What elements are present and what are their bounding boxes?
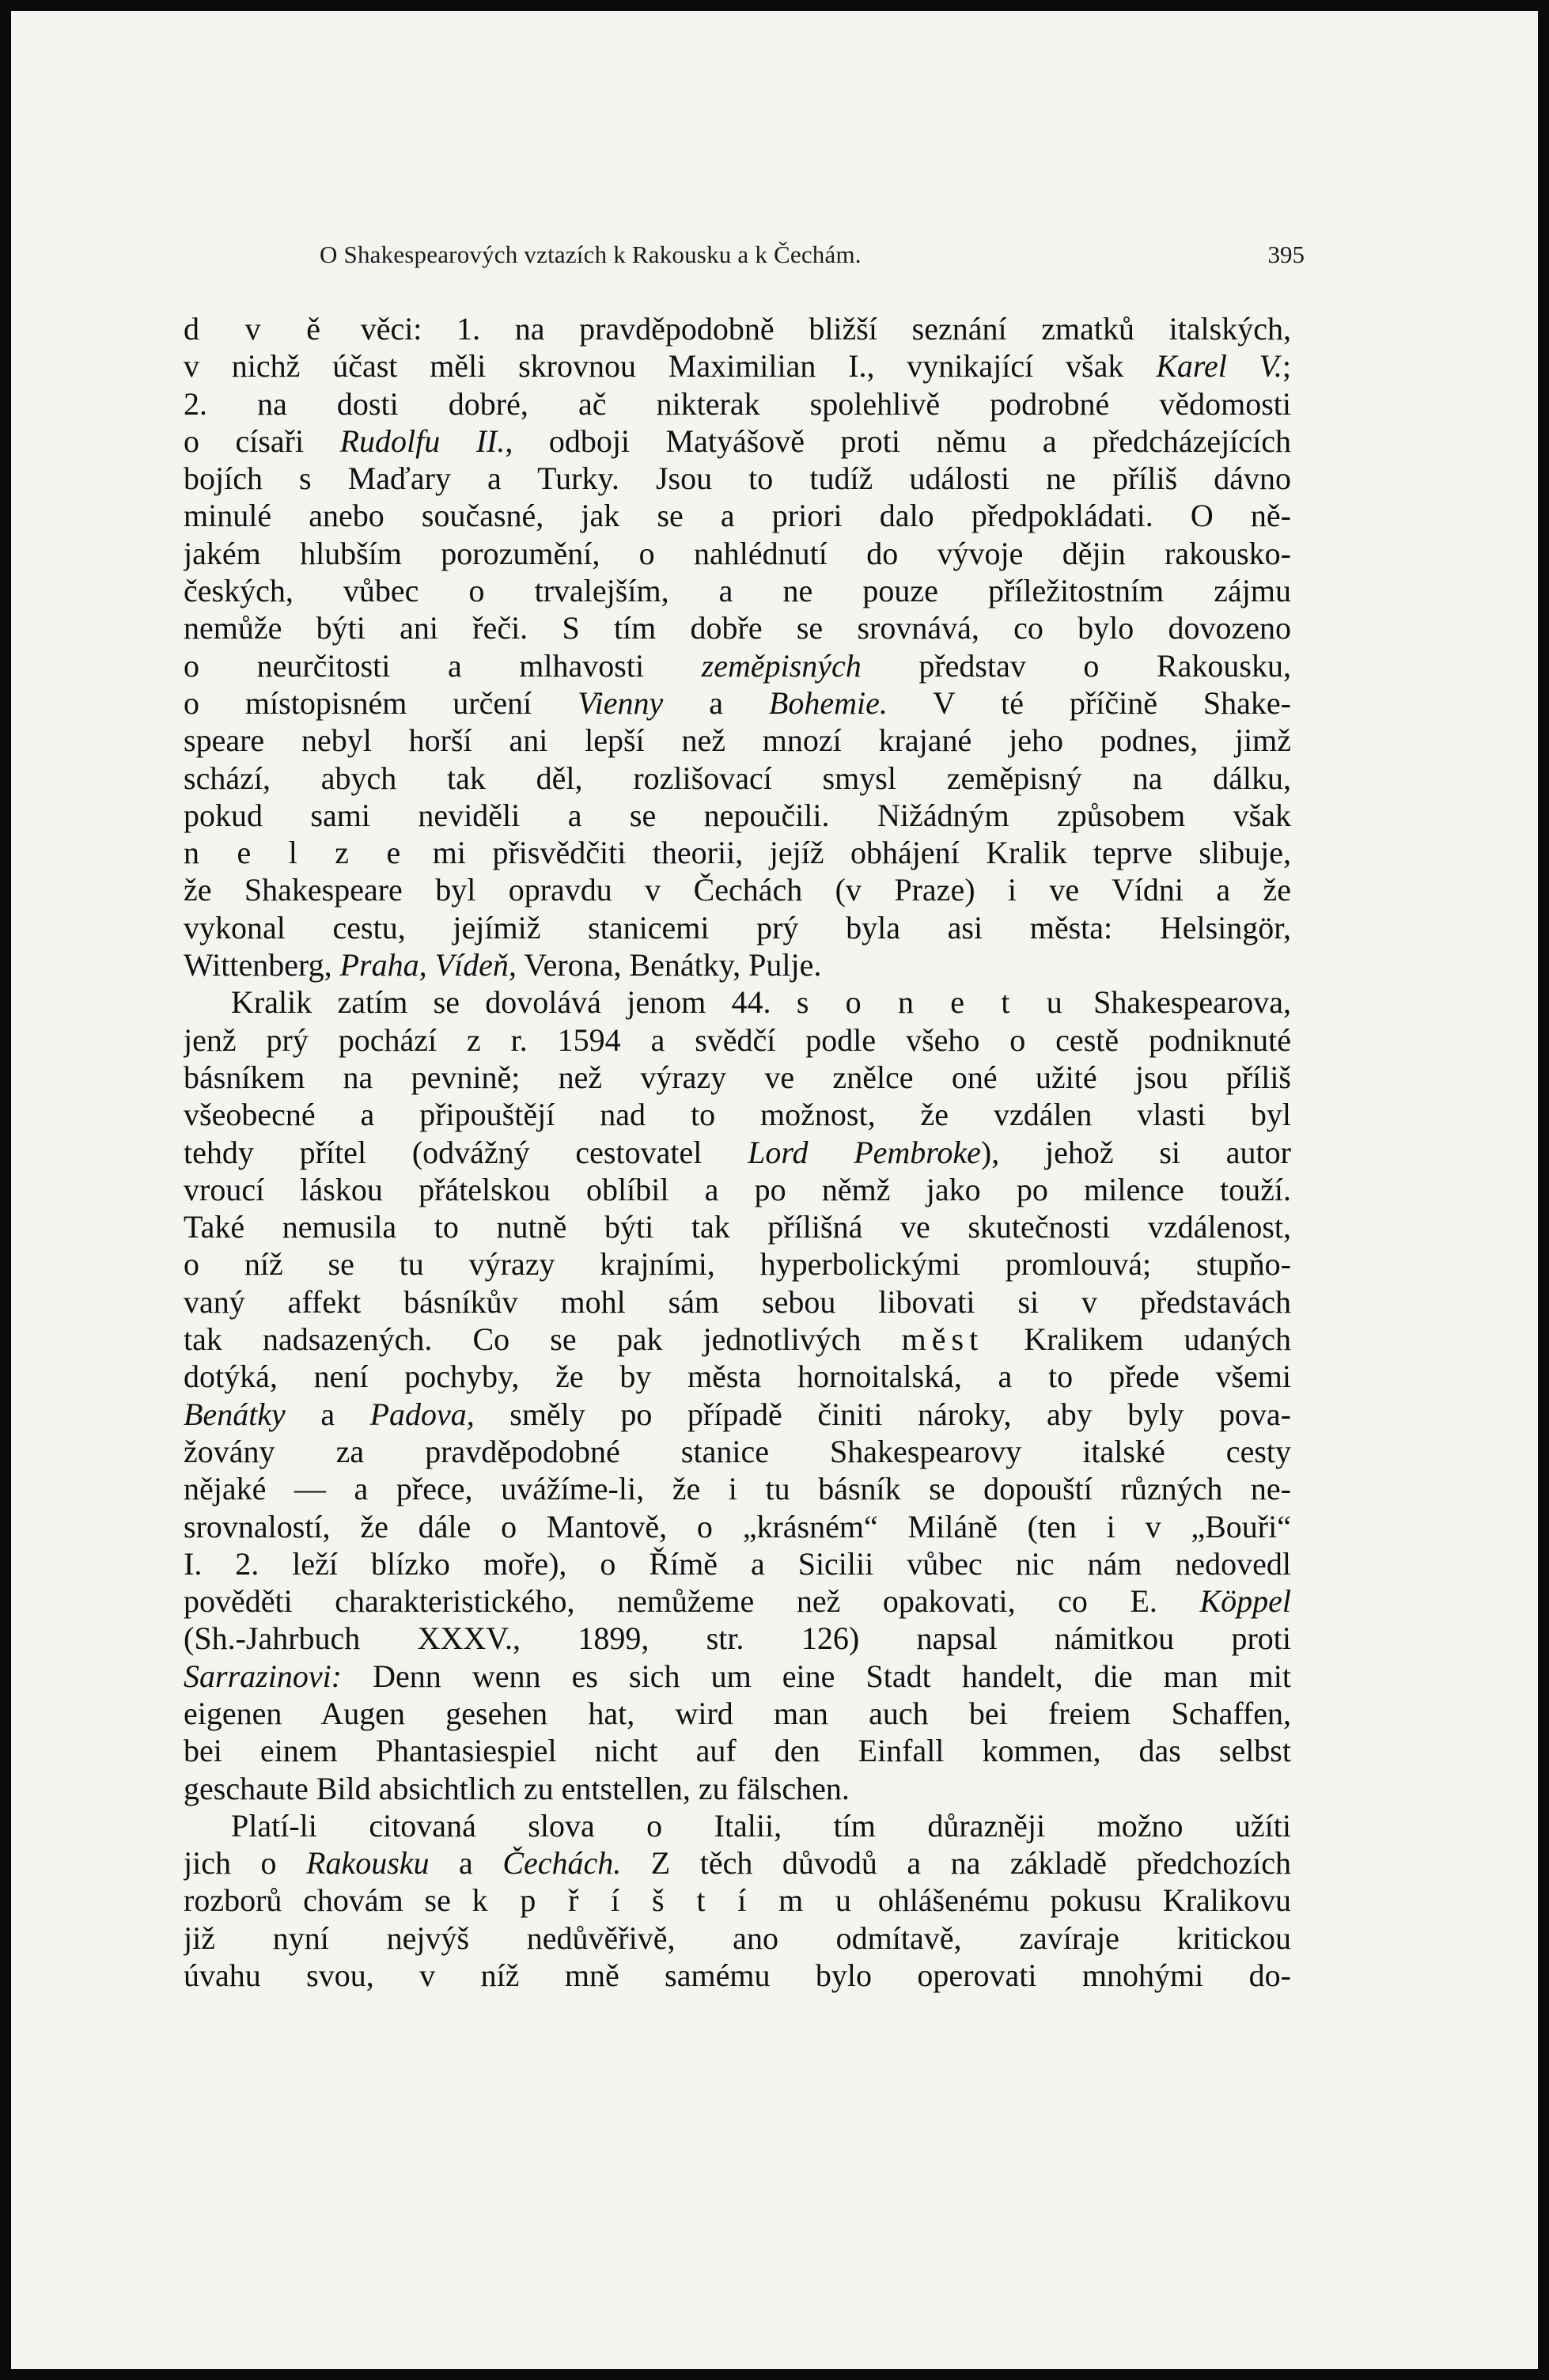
line-text: , odboji Matyášově proti němu a předcházejících: [505, 423, 1291, 459]
line-text: všeobecné a připouštějí nad to možnost, že vzdálen vlasti byl: [184, 1097, 1291, 1133]
line-text: Kralik zatím se dovolává jenom 44.: [231, 984, 797, 1021]
text-line: [184, 1059, 1291, 1096]
line-text: představ o Rakousku,: [861, 647, 1291, 684]
line-text: a: [285, 1396, 370, 1432]
text-line: [184, 1582, 1291, 1620]
line-text: českých, vůbec o trvalejším, a ne pouze příležitostním zájmu: [184, 573, 1291, 609]
line-text: věci: 1. na pravděpodobně bližší seznání zmatků italských,: [326, 311, 1291, 347]
text-line: [184, 1732, 1291, 1769]
text-line: [184, 1283, 1291, 1321]
line-text: a: [429, 1845, 503, 1882]
text-line: [184, 946, 1291, 983]
line-text: geschaute Bild absichtlich zu entstellen, zu fälschen.: [184, 1770, 850, 1806]
spaced-text: k p ř í š t í m u: [472, 1882, 857, 1919]
text-line: [184, 1021, 1291, 1059]
line-text: bojích s Maďary a Turky. Jsou to tudíž události ne příliš dávno: [184, 460, 1291, 497]
line-text: ), jehož si autor: [980, 1134, 1291, 1170]
line-text: mi přisvědčiti theorii, jejíž obhájení Kralik teprve slibuje,: [406, 835, 1291, 871]
line-text: srovnalostí, že dále o Mantově, o „krásném“ Miláně (ten i v „Bouři“: [184, 1508, 1291, 1544]
italic-text: Praha, Vídeň,: [339, 947, 517, 983]
line-text: schází, abych tak děl, rozlišovací smysl zeměpisný na dálku,: [184, 760, 1291, 796]
line-text: nějaké — a přece, uvážíme-li, že i tu básník se dopouští různých ne-: [184, 1471, 1291, 1507]
text-line: [184, 1807, 1291, 1844]
text-line: [184, 834, 1291, 871]
text-line: [184, 535, 1291, 572]
line-text: nemůže býti ani řeči. S tím dobře se srovnává, co bylo dovozeno: [184, 610, 1291, 646]
text-line: [184, 1620, 1291, 1657]
text-line: [184, 909, 1291, 946]
line-text: že Shakespeare byl opravdu v Čechách (v Praze) i ve Vídni a že: [184, 872, 1291, 908]
line-text: tehdy přítel (odvážný cestovatel: [184, 1134, 748, 1170]
text-line: [184, 1545, 1291, 1582]
spaced-text: d v ě: [184, 311, 327, 347]
text-line: [184, 1396, 1291, 1433]
line-text: o císaři: [184, 423, 340, 459]
text-line: [184, 1920, 1291, 1957]
line-text: minulé anebo současné, jak se a priori dalo předpokládati. O ně-: [184, 498, 1291, 534]
italic-text: Vienny: [578, 684, 664, 721]
line-text: Kralikem udaných: [983, 1321, 1291, 1358]
italic-text: Čechách.: [502, 1845, 622, 1882]
line-text: bei einem Phantasiespiel nicht auf den Einfall kommen, das selbst: [184, 1733, 1291, 1769]
line-text: o místopisném určení: [184, 684, 578, 721]
italic-text: zeměpisných: [701, 647, 862, 684]
page-number: 395: [1267, 241, 1305, 268]
text-line: [184, 1844, 1291, 1882]
text-line: [184, 1433, 1291, 1470]
text-line: [184, 1770, 1291, 1807]
italic-text: Padova,: [369, 1396, 475, 1432]
line-text: eigenen Augen gesehen hat, wird man auch bei freiem Schaffen,: [184, 1695, 1291, 1731]
book-page: [11, 6, 1538, 2369]
italic-text: Karel V.: [1156, 348, 1282, 385]
line-text: pověděti charakteristického, nemůžeme než opakovati, co E.: [184, 1583, 1200, 1620]
line-text: vroucí láskou přátelskou oblíbil a po němž jako po milence touží.: [184, 1171, 1291, 1207]
line-text: o neurčitosti a mlhavosti: [184, 647, 702, 684]
line-text: Verona, Benátky, Pulje.: [516, 947, 822, 983]
text-line: [184, 347, 1291, 385]
line-text: V té příčině Shake-: [887, 684, 1291, 721]
italic-text: Rudolfu II.: [339, 423, 506, 459]
line-text: rozborů chovám se: [184, 1882, 472, 1919]
italic-text: Benátky: [184, 1396, 286, 1432]
italic-text: Köppel: [1199, 1583, 1291, 1620]
text-line: [184, 647, 1291, 684]
line-text: (Sh.-Jahrbuch XXXV., 1899, str. 126) napsal námitkou proti: [184, 1620, 1291, 1657]
text-line: [184, 423, 1291, 460]
line-text: básníkem na pevnině; než výrazy ve znělce oné užité jsou příliš: [184, 1059, 1291, 1095]
line-text: I. 2. leží blízko moře), o Římě a Sicilii vůbec nic nám nedovedl: [184, 1545, 1291, 1582]
text-line: [184, 1171, 1291, 1208]
text-line: [184, 760, 1291, 797]
text-line: [184, 497, 1291, 534]
line-text: pokud sami neviděli a se nepoučili. Nižádným způsobem však: [184, 797, 1291, 833]
line-text: směly po případě činiti nároky, aby byly pova-: [474, 1396, 1291, 1432]
line-text: úvahu svou, v níž mně samému bylo operovati mnohými do-: [184, 1957, 1291, 1994]
line-text: Wittenberg,: [184, 947, 340, 983]
italic-text: Rakousku: [306, 1845, 430, 1882]
italic-text: Lord Pembroke: [748, 1134, 981, 1170]
line-text: vykonal cestu, jejímiž stanicemi prý byla asi města: Helsingör,: [184, 909, 1291, 946]
text-line: [184, 1134, 1291, 1171]
line-text: již nyní nejvýš nedůvěřivě, ano odmítavě, zavíraje kritickou: [184, 1920, 1291, 1956]
text-line: [184, 572, 1291, 609]
italic-text: Sarrazinovi:: [184, 1658, 342, 1694]
running-header: [320, 234, 1305, 282]
text-line: [184, 1695, 1291, 1732]
line-text: o níž se tu výrazy krajními, hyperbolickými promlouvá; stupňo-: [184, 1246, 1291, 1283]
line-text: dotýká, není pochyby, že by města hornoitalská, a to přede všemi: [184, 1359, 1291, 1395]
spaced-text: měst: [901, 1321, 984, 1358]
line-text: Platí-li citovaná slova o Italii, tím důrazněji možno užíti: [231, 1807, 1291, 1844]
text-line: [184, 460, 1291, 497]
italic-text: Bohemie.: [768, 684, 888, 721]
line-text: jenž prý pochází z r. 1594 a svědčí podle všeho o cestě podniknuté: [184, 1021, 1291, 1058]
line-text: Z těch důvodů a na základě předchozích: [621, 1845, 1291, 1882]
line-text: ;: [1282, 348, 1291, 385]
line-text: 2. na dosti dobré, ač nikterak spolehlivě podrobné vědomosti: [184, 385, 1291, 422]
line-text: Denn wenn es sich um eine Stadt handelt, die man mit: [342, 1658, 1291, 1694]
text-line: [184, 310, 1291, 347]
line-text: speare nebyl horší ani lepší než mnozí krajané jeho podnes, jimž: [184, 722, 1291, 759]
text-line: [184, 609, 1291, 646]
text-line: [184, 797, 1291, 834]
line-text: jakém hlubším porozumění, o nahlédnutí do vývoje dějin rakousko-: [184, 535, 1291, 571]
line-text: v nichž účast měli skrovnou Maximilian I., vynikající však: [184, 348, 1157, 385]
line-text: Také nemusila to nutně býti tak přílišná ve skutečnosti vzdálenost,: [184, 1209, 1291, 1245]
text-line: [184, 871, 1291, 908]
text-line: [184, 1245, 1291, 1283]
text-line: [184, 1470, 1291, 1507]
text-line: [184, 722, 1291, 759]
text-line: [184, 1882, 1291, 1919]
spaced-text: n e l z e: [184, 835, 407, 871]
text-line: [184, 1658, 1291, 1695]
body-text: [184, 310, 1291, 1994]
line-text: Shakespearova,: [1067, 984, 1291, 1021]
text-line: [184, 1358, 1291, 1395]
spaced-text: s o n e t u: [796, 984, 1068, 1021]
line-text: žovány za pravděpodobné stanice Shakespearovy italské cesty: [184, 1433, 1291, 1469]
line-text: a: [663, 684, 769, 721]
text-line: [184, 983, 1291, 1021]
text-line: [184, 1096, 1291, 1133]
text-line: [184, 1208, 1291, 1245]
text-line: [184, 1508, 1291, 1545]
text-line: [184, 1957, 1291, 1994]
line-text: jich o: [184, 1845, 307, 1882]
running-title: O Shakespearových vztazích k Rakousku a k Čechám.: [320, 241, 862, 268]
text-line: [184, 1321, 1291, 1358]
text-line: [184, 684, 1291, 722]
text-line: [184, 385, 1291, 423]
line-text: ohlášenému pokusu Kralikovu: [856, 1882, 1291, 1919]
line-text: tak nadsazených. Co se pak jednotlivých: [184, 1321, 902, 1358]
line-text: vaný affekt básníkův mohl sám sebou libovati si v představách: [184, 1283, 1291, 1320]
